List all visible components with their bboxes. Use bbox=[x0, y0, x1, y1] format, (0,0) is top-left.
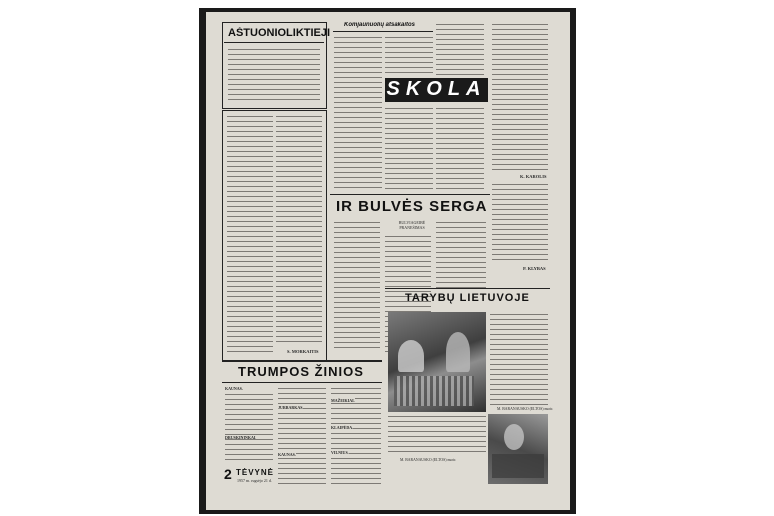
skola-col2 bbox=[436, 106, 484, 191]
bulves-col3 bbox=[436, 220, 486, 290]
trumpos-col1 bbox=[225, 392, 273, 462]
left-article-col2 bbox=[276, 114, 322, 342]
headline-komjaunuoliu: Komjaunuolių atsakaitos bbox=[344, 22, 416, 28]
masthead-issue: 1957 m. rugsėjo 21 d. bbox=[237, 478, 272, 483]
headline-astuonioliktieji: AŠTUONIOLIKTIEJI bbox=[228, 27, 331, 39]
tarybu-caption bbox=[388, 414, 486, 454]
komjaunuoliu-rule bbox=[333, 31, 433, 32]
photo-workers bbox=[488, 414, 548, 484]
right-col-text bbox=[492, 22, 548, 172]
astuonioliktieji-intro-text bbox=[228, 47, 320, 102]
trumpos-bottom-rule bbox=[222, 382, 382, 383]
news-klaipeda: KLAIPĖDA. bbox=[331, 425, 354, 430]
bulves-top-rule bbox=[330, 194, 490, 195]
skola-col1 bbox=[385, 106, 433, 191]
news-jurbarkas: JURBARKAS. bbox=[278, 405, 304, 410]
headline-skola: SKOLA bbox=[386, 78, 487, 100]
news-druskininkai: DRUSKININKAI. bbox=[225, 435, 257, 440]
news-kaunas: KAUNAS. bbox=[225, 386, 243, 391]
headline-underline bbox=[224, 42, 324, 43]
trumpos-top-rule bbox=[222, 360, 382, 362]
photo-market bbox=[388, 312, 486, 412]
right-col-text-2 bbox=[492, 182, 548, 262]
headline-ir-bulves-serga: IR BULVĖS SERGA bbox=[336, 198, 488, 215]
photo-credit-2: M. BARANAUSKO (ELTOS) nuotr. bbox=[400, 458, 457, 462]
news-mazeikiai: MAŽEIKIAI. bbox=[331, 398, 355, 403]
byline-klybas: P. KLYBAS bbox=[523, 266, 546, 271]
tarybu-text-right bbox=[490, 312, 548, 407]
byline-morkaitis: S. MORKAITIS bbox=[287, 349, 319, 354]
tarybu-top-rule bbox=[385, 288, 550, 289]
komjaunuoliu-col2 bbox=[385, 35, 433, 75]
headline-tarybu-lietuvoje: TARYBŲ LIETUVOJE bbox=[405, 292, 530, 304]
masthead-title: TĖVYNĖ bbox=[236, 468, 275, 477]
bulves-col1 bbox=[334, 220, 380, 352]
byline-karolis: K. KAROLIS bbox=[520, 174, 547, 179]
news-kaunas-2: KAUNAS. bbox=[278, 452, 296, 457]
photo-credit-1: M. BARANAUSKO (ELTOS) nuotr. bbox=[497, 407, 554, 411]
headline-trumpos-zinios: TRUMPOS ŽINIOS bbox=[238, 364, 364, 379]
trumpos-col2 bbox=[278, 386, 326, 484]
komjaunuoliu-col3 bbox=[436, 22, 484, 75]
bulves-rubric: BULVIAGEIBĖ PRANEŠIMAS bbox=[398, 220, 426, 230]
left-article-col1 bbox=[227, 114, 273, 354]
komjaunuoliu-col1 bbox=[334, 35, 382, 190]
news-vilnius: VILNIUS. bbox=[331, 450, 349, 455]
page-number: 2 bbox=[224, 466, 232, 482]
